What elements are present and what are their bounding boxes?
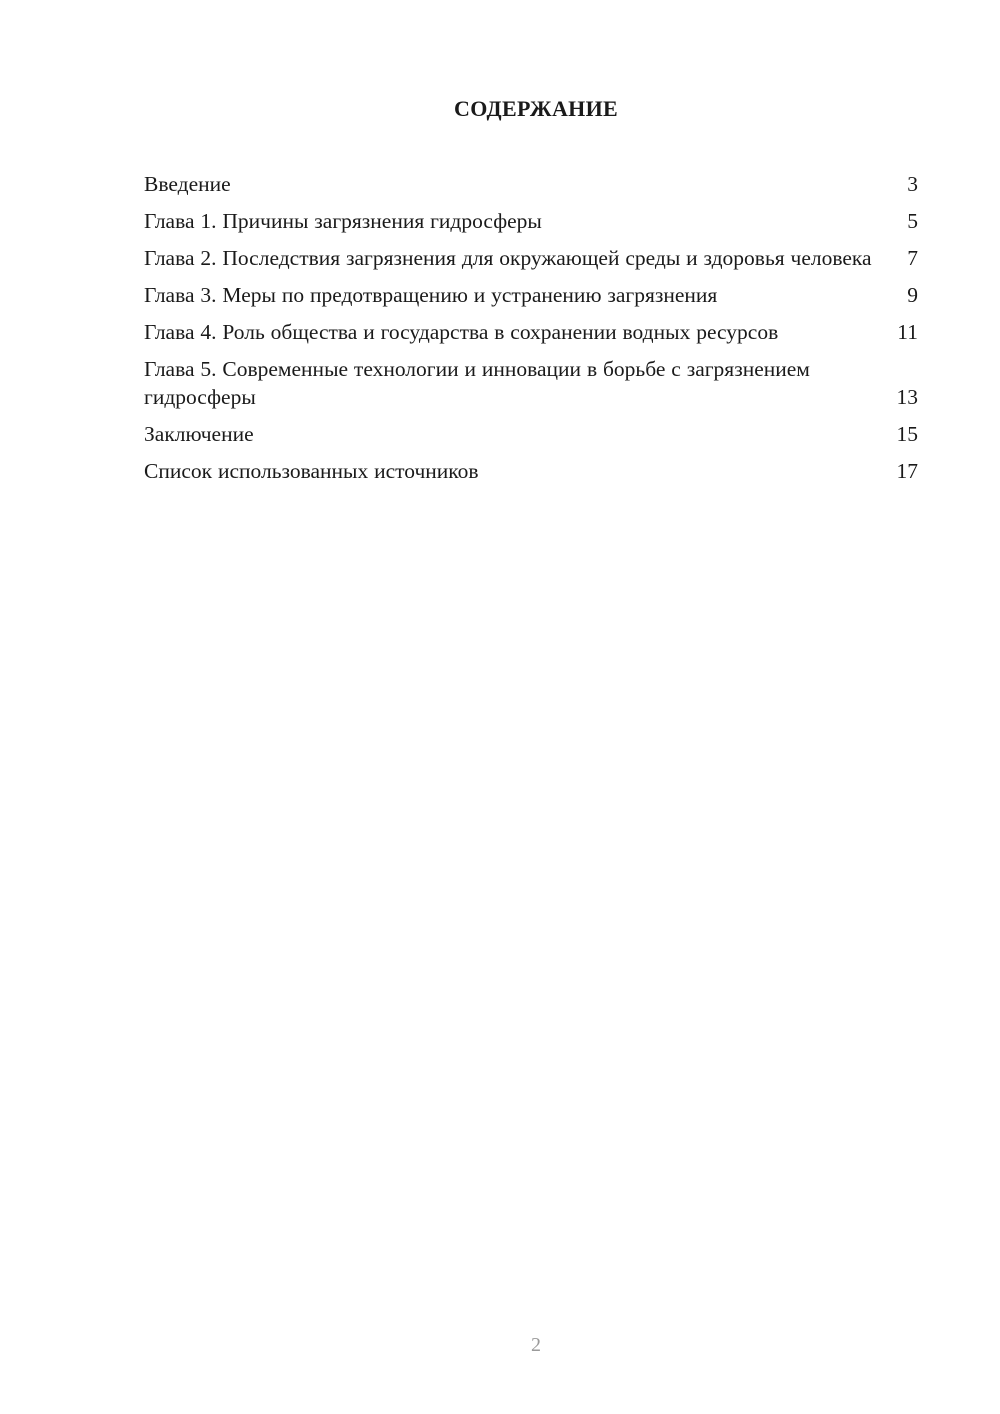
toc-entry-text: Глава 4. Роль общества и государства в сохранении водных ресурсов — [144, 320, 779, 344]
toc-entry-introduction — [144, 170, 918, 198]
toc-entry-page: 17 — [896, 459, 918, 483]
toc-entry-text: Введение — [144, 172, 231, 196]
toc-entry-page: 9 — [907, 283, 918, 307]
toc-entry-page: 3 — [907, 172, 918, 196]
toc-entry-text: Заключение — [144, 422, 254, 446]
toc-entry-text: Глава 5. Современные технологии и инновации в борьбе с загрязнением гидросферы — [144, 357, 810, 409]
toc-entry-chapter-5 — [144, 355, 918, 411]
toc-entry-references — [144, 457, 918, 485]
toc-entry-chapter-1 — [144, 207, 918, 235]
toc-entry-page: 15 — [896, 422, 918, 446]
toc-entry-chapter-4 — [144, 318, 918, 346]
toc-entry-conclusion — [144, 420, 918, 448]
toc-entry-page: 5 — [907, 209, 918, 233]
toc-entry-text: Список использованных источников — [144, 459, 479, 483]
toc-entry-page: 11 — [897, 320, 918, 344]
page-number: 2 — [531, 1334, 541, 1356]
toc-entry-chapter-3 — [144, 281, 918, 309]
toc-entry-page: 7 — [907, 246, 918, 270]
toc-list — [144, 170, 918, 494]
toc-entry-text: Глава 2. Последствия загрязнения для окружающей среды и здоровья человека — [144, 246, 872, 270]
toc-title: СОДЕРЖАНИЕ — [454, 96, 618, 121]
toc-entry-page: 13 — [896, 385, 918, 409]
toc-entry-text: Глава 3. Меры по предотвращению и устранению загрязнения — [144, 283, 718, 307]
toc-entry-chapter-2 — [144, 244, 918, 272]
toc-entry-text: Глава 1. Причины загрязнения гидросферы — [144, 209, 542, 233]
